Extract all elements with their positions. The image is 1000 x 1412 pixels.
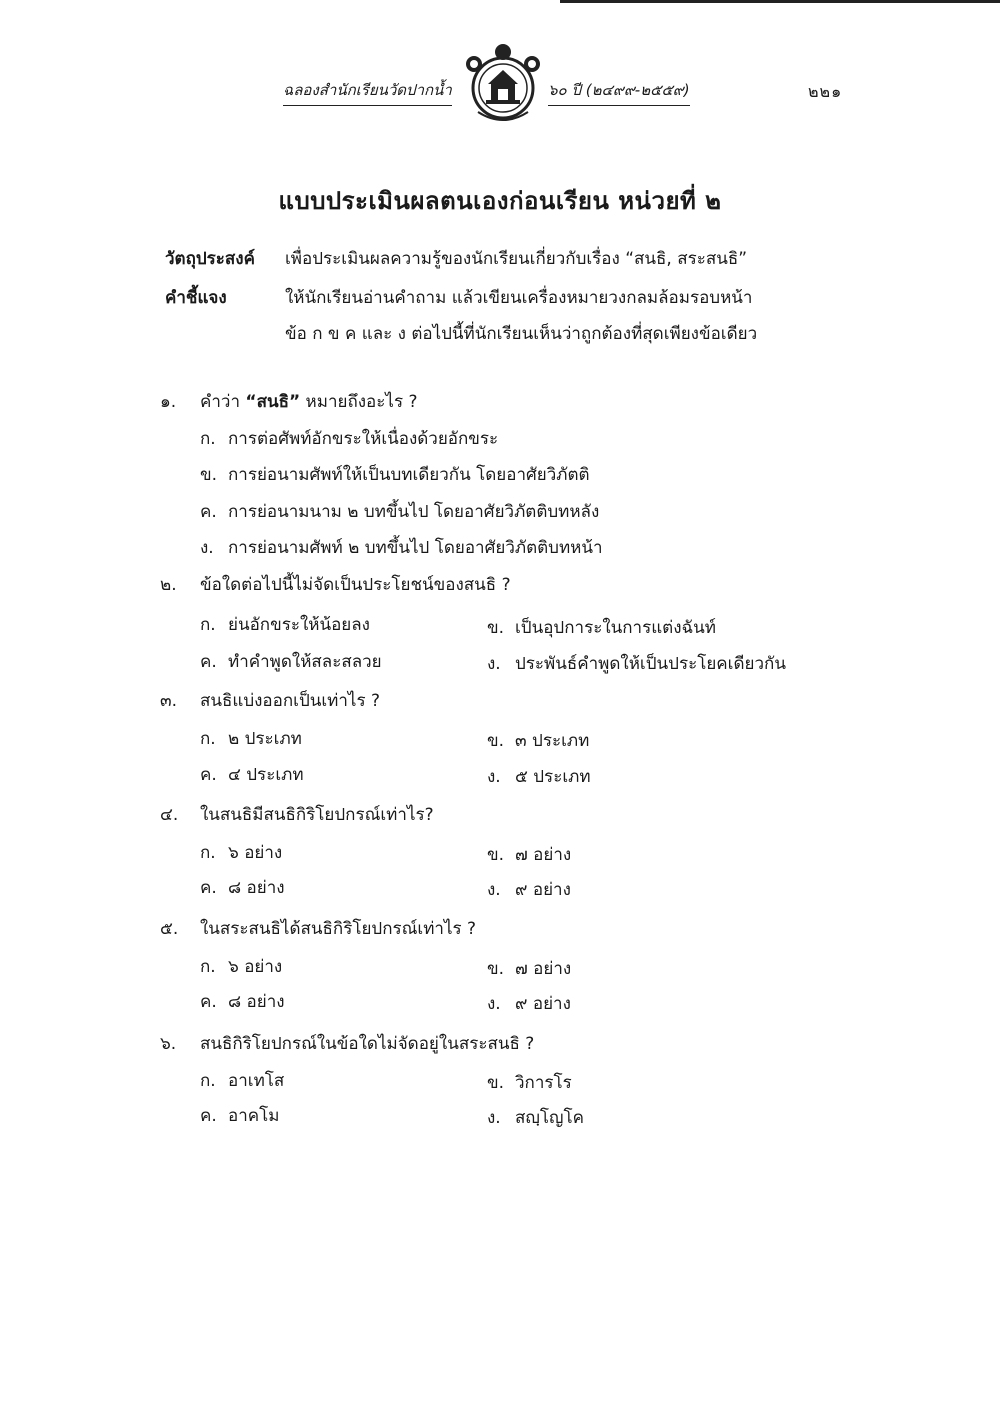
question-text: สนธิแบ่งออกเป็นเท่าไร ? (200, 691, 381, 711)
instruction-label: คำชี้แจง (165, 288, 227, 308)
option-letter: ง. (487, 994, 501, 1014)
question-text: ข้อใดต่อไปนี้ไม่จัดเป็นประโยชน์ของสนธิ ? (200, 575, 511, 595)
question-prefix: คำว่า (200, 392, 246, 412)
option-5-a[interactable] (200, 953, 282, 980)
option-text: การย่อนามศัพท์ให้เป็นบทเดียวกัน โดยอาศัยวิภัตติ (228, 465, 590, 485)
option-letter: ก. (200, 429, 216, 449)
objective-label: วัตถุประสงค์ (165, 249, 255, 269)
option-text: ๙ อย่าง (515, 880, 571, 900)
option-text: เป็นอุปการะในการแต่งฉันท์ (515, 618, 716, 638)
option-4-b[interactable] (487, 841, 571, 868)
option-letter: ก. (200, 615, 216, 635)
option-3-c[interactable] (200, 761, 304, 788)
option-letter: ง. (487, 880, 501, 900)
option-letter: ง. (487, 1108, 501, 1128)
option-letter: ค. (200, 878, 217, 898)
option-text: การย่อนามนาม ๒ บทขึ้นไป โดยอาศัยวิภัตติบทหลัง (228, 502, 600, 522)
option-6-b[interactable] (487, 1069, 572, 1096)
option-text: ๘ อย่าง (228, 878, 285, 898)
option-text: ๗ อย่าง (515, 845, 572, 865)
option-letter: ก. (200, 843, 216, 863)
option-letter: ก. (200, 729, 216, 749)
question-text: ในสนธิมีสนธิกิริโยปกรณ์เท่าไร? (200, 805, 434, 825)
option-6-c[interactable] (200, 1102, 279, 1129)
top-rule (560, 0, 1000, 3)
option-text: ประพันธ์คำพูดให้เป็นประโยคเดียวกัน (515, 654, 786, 674)
option-letter: ข. (487, 845, 505, 865)
option-text: ๒ ประเภท (228, 729, 302, 749)
option-letter: ง. (487, 654, 501, 674)
option-3-b[interactable] (487, 727, 589, 754)
option-letter: ข. (487, 1073, 505, 1093)
option-1-a[interactable] (200, 425, 498, 452)
option-letter: ข. (487, 731, 505, 751)
option-1-d[interactable] (200, 534, 603, 561)
option-text: การย่อนามศัพท์ ๒ บทขึ้นไป โดยอาศัยวิภัตติบทหน้า (228, 538, 603, 558)
page-title: แบบประเมินผลตนเองก่อนเรียน หน่วยที่ ๒ (278, 187, 722, 215)
question-text (200, 388, 418, 415)
option-text: การต่อศัพท์อักขระให้เนื่องด้วยอักขระ (228, 429, 499, 449)
option-5-d[interactable] (487, 990, 571, 1017)
objective-text: เพื่อประเมินผลความรู้ของนักเรียนเกี่ยวกับเรื่อง “สนธิ, สระสนธิ” (285, 249, 748, 269)
option-letter: ข. (200, 465, 218, 485)
option-2-b[interactable] (487, 614, 716, 641)
option-letter: ก. (200, 1071, 216, 1091)
option-text: ๕ ประเภท (515, 767, 591, 787)
option-4-c[interactable] (200, 874, 285, 901)
option-letter: ค. (200, 502, 217, 522)
option-text: อาคโม (228, 1106, 280, 1126)
question-text: ในสระสนธิได้สนธิกิริโยปกรณ์เท่าไร ? (200, 919, 477, 939)
option-letter: ข. (487, 618, 505, 638)
question-suffix: หมายถึงอะไร ? (300, 392, 418, 412)
question-keyword: “สนธิ” (245, 392, 301, 412)
option-text: ๖ อย่าง (228, 957, 283, 977)
option-4-d[interactable] (487, 876, 571, 903)
option-letter: ค. (200, 652, 217, 672)
option-6-d[interactable] (487, 1104, 584, 1131)
temple-seal-icon (458, 40, 548, 130)
page-header (0, 40, 1000, 130)
question-text: สนธิกิริโยปกรณ์ในข้อใดไม่จัดอยู่ในสระสนธิ ? (200, 1034, 535, 1054)
option-letter: ง. (487, 767, 501, 787)
question-number: ๑. (160, 392, 177, 412)
option-text: ๓ ประเภท (515, 731, 590, 751)
option-letter: ก. (200, 957, 216, 977)
option-3-a[interactable] (200, 725, 302, 752)
option-text: ๗ อย่าง (515, 959, 572, 979)
page-number: ๒๒๑ (808, 82, 843, 101)
option-letter: ง. (200, 538, 214, 558)
instruction-line-1: ให้นักเรียนอ่านคำถาม แล้วเขียนเครื่องหมายวงกลมล้อมรอบหน้า (285, 288, 753, 308)
question-number: ๔. (160, 805, 179, 825)
option-2-a[interactable] (200, 611, 370, 638)
option-1-c[interactable] (200, 498, 599, 525)
question-number: ๖. (160, 1034, 177, 1054)
question-number: ๒. (160, 575, 177, 595)
option-text: ๔ ประเภท (228, 765, 304, 785)
option-text: อาเทโส (228, 1071, 285, 1091)
option-1-b[interactable] (200, 461, 590, 488)
option-3-d[interactable] (487, 763, 591, 790)
option-2-c[interactable] (200, 648, 382, 675)
option-letter: ค. (200, 992, 217, 1012)
option-text: ทำคำพูดให้สละสลวย (228, 652, 382, 672)
option-5-b[interactable] (487, 955, 571, 982)
option-text: ๙ อย่าง (515, 994, 571, 1014)
option-letter: ค. (200, 765, 217, 785)
option-text: ๘ อย่าง (228, 992, 285, 1012)
option-4-a[interactable] (200, 839, 282, 866)
header-anniversary-text: ๖๐ ปี (๒๔๙๙-๒๕๕๙) (548, 78, 690, 106)
option-letter: ค. (200, 1106, 217, 1126)
option-text: วิการโร (515, 1073, 572, 1093)
instruction-line-2: ข้อ ก ข ค และ ง ต่อไปนี้ที่นักเรียนเห็นว่าถูกต้องที่สุดเพียงข้อเดียว (285, 324, 758, 344)
option-text: สญฺโญโค (515, 1108, 584, 1128)
question-number: ๕. (160, 919, 179, 939)
header-left-text: ฉลองสำนักเรียนวัดปากน้ำ (283, 78, 452, 106)
option-5-c[interactable] (200, 988, 285, 1015)
option-2-d[interactable] (487, 650, 786, 677)
option-text: ๖ อย่าง (228, 843, 283, 863)
option-6-a[interactable] (200, 1067, 284, 1094)
question-number: ๓. (160, 691, 178, 711)
option-text: ย่นอักขระให้น้อยลง (228, 615, 370, 635)
option-letter: ข. (487, 959, 505, 979)
